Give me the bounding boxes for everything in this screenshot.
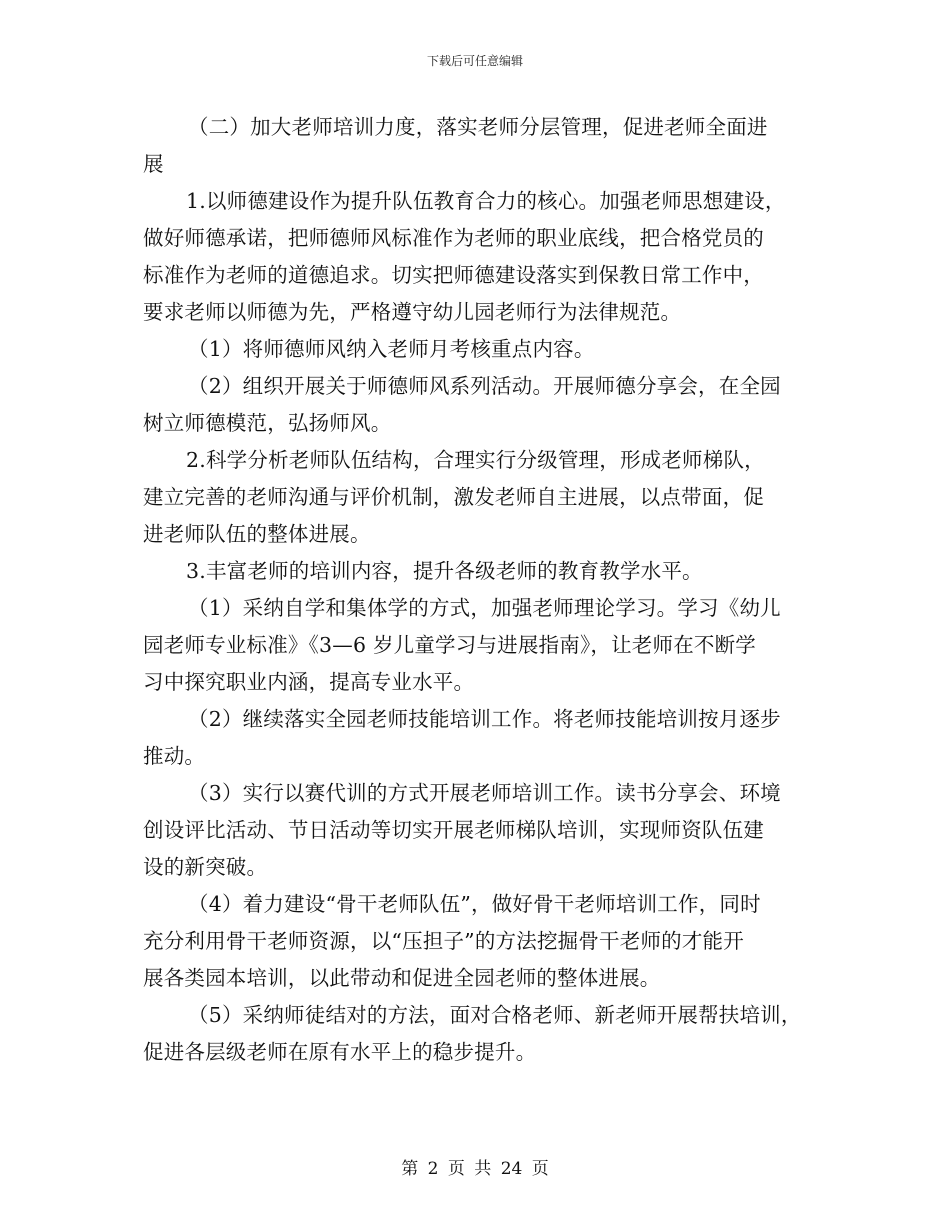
text-line: 习中探究职业内涵，提高专业水平。 xyxy=(143,670,475,694)
text-line: （3）实行以赛代训的方式开展老师培训工作。读书分享会、环境 xyxy=(188,781,781,805)
text-line: 园老师专业标准》《3—6 岁儿童学习与进展指南》，让老师在不断学 xyxy=(143,633,756,657)
text-line: （1）将师德师风纳入老师月考核重点内容。 xyxy=(188,337,595,361)
text-line: （二）加大老师培训力度，落实老师分层管理，促进老师全面进 xyxy=(188,115,768,139)
text-line: （2）组织开展关于师德师风系列活动。开展师德分享会，在全园 xyxy=(188,374,781,398)
text-line: 做好师德承诺，把师德师风标准作为老师的职业底线，把合格党员的 xyxy=(143,226,764,250)
text-line: 标准作为老师的道德追求。切实把师德建设落实到保教日常工作中， xyxy=(143,263,764,287)
text-line: （5）采纳师徒结对的方法，面对合格老师、新老师开展帮扶培训， xyxy=(188,1003,802,1027)
text-line: 建立完善的老师沟通与评价机制，激发老师自主进展，以点带面，促 xyxy=(143,485,764,509)
text-line: 推动。 xyxy=(143,744,206,768)
text-line: 2.科学分析老师队伍结构，合理实行分级管理，形成老师梯队， xyxy=(186,448,765,472)
page-header: 下载后可任意编辑 xyxy=(426,54,523,68)
text-line: 展 xyxy=(143,152,164,176)
text-line: （1）采纳自学和集体学的方式，加强老师理论学习。学习《幼儿 xyxy=(188,596,781,620)
text-line: 3.丰富老师的培训内容，提升各级老师的教育教学水平。 xyxy=(186,559,703,583)
text-line: 展各类园本培训，以此带动和促进全园老师的整体进展。 xyxy=(143,966,661,990)
text-line: 创设评比活动、节日活动等切实开展老师梯队培训，实现师资队伍建 xyxy=(143,818,764,842)
text-line: 促进各层级老师在原有水平上的稳步提升。 xyxy=(143,1040,537,1064)
text-line: 1.以师德建设作为提升队伍教育合力的核心。加强老师思想建设， xyxy=(186,189,786,213)
text-line: 充分利用骨干老师资源，以“压担子”的方法挖掘骨干老师的才能开 xyxy=(143,929,744,953)
text-line: 进老师队伍的整体进展。 xyxy=(143,522,371,546)
text-line: 设的新突破。 xyxy=(143,855,268,879)
text-line: 树立师德模范，弘扬师风。 xyxy=(143,411,392,435)
text-line: （4）着力建设“骨干老师队伍”，做好骨干老师培训工作，同时 xyxy=(188,892,761,916)
text-line: 要求老师以师德为先，严格遵守幼儿园老师行为法律规范。 xyxy=(143,300,682,324)
page-footer: 第 2 页 共 24 页 xyxy=(401,1159,549,1179)
text-line: （2）继续落实全园老师技能培训工作。将老师技能培训按月逐步 xyxy=(188,707,781,731)
